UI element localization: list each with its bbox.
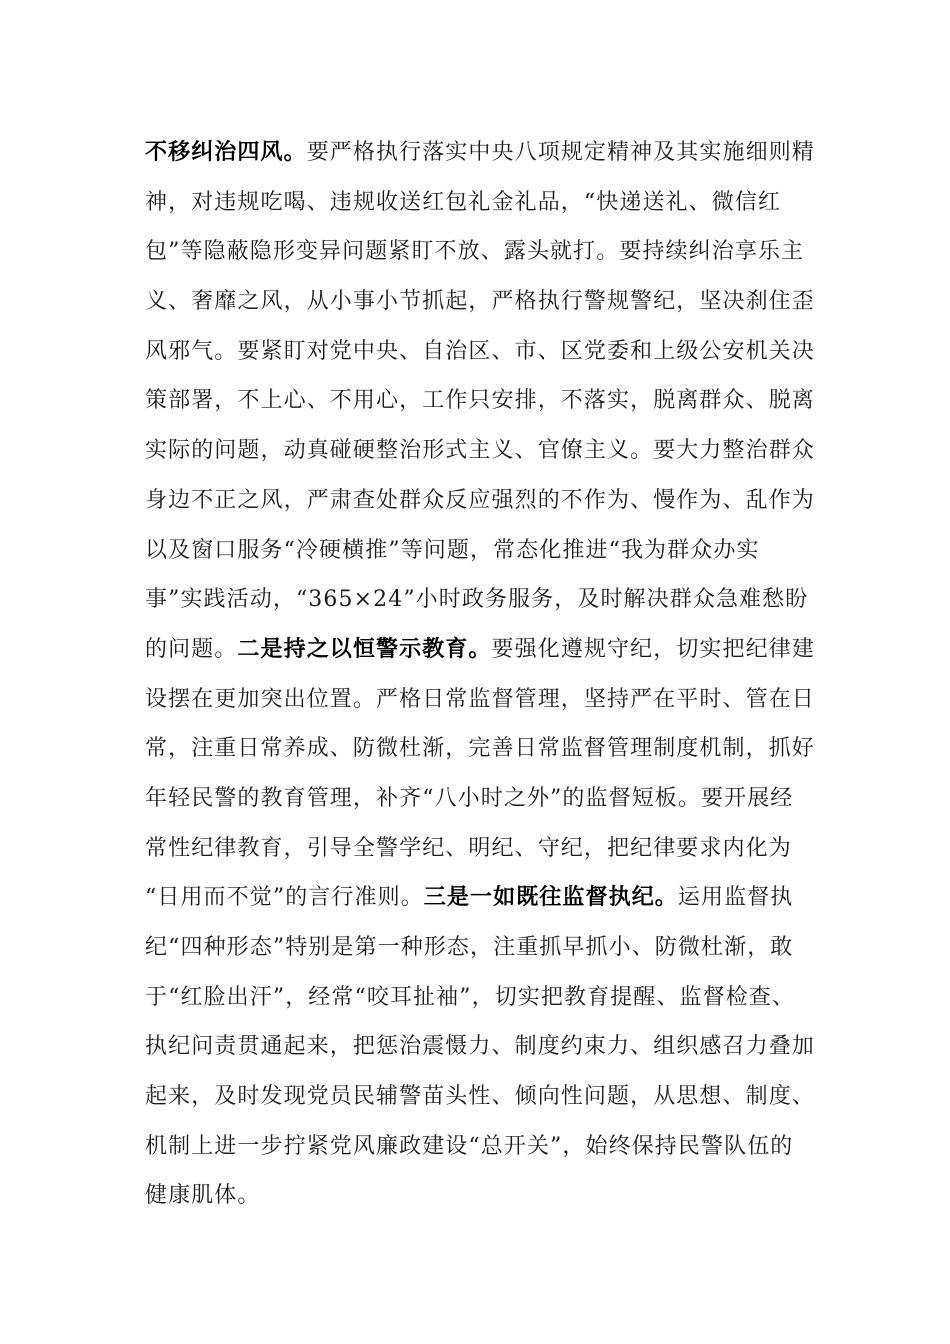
text-line bbox=[145, 824, 825, 874]
text-line bbox=[145, 426, 825, 476]
body-paragraph bbox=[145, 128, 825, 1221]
text-line bbox=[145, 178, 825, 228]
body-text: “日用而不觉”的言行准则。 bbox=[145, 885, 424, 911]
body-text: 健康肌体。 bbox=[145, 1183, 261, 1209]
bold-heading-text: 三是一如既往监督执纪。 bbox=[423, 885, 678, 911]
text-line bbox=[145, 774, 825, 824]
body-text: 要严格执行落实中央八项规定精神及其实施细则精 bbox=[306, 140, 815, 165]
text-line bbox=[145, 1072, 825, 1122]
body-text: 设摆在更加突出位置。严格日常监督管理，坚持严在平时、管在日 bbox=[145, 686, 815, 712]
body-text: 要强化遵规守纪，切实把纪律建 bbox=[491, 636, 815, 662]
text-line bbox=[145, 724, 825, 774]
body-text: 神，对违规吃喝、违规收送红包礼金礼品，“快递送礼、微信红 bbox=[145, 189, 782, 215]
text-line bbox=[145, 675, 825, 725]
body-text: 执纪问责贯通起来，把惩治震慑力、制度约束力、组织感召力叠加 bbox=[145, 1034, 815, 1060]
text-line bbox=[145, 625, 825, 675]
body-text: 机制上进一步拧紧党风廉政建设“总开关”，始终保持民警队伍的 bbox=[145, 1133, 794, 1159]
body-text: 包”等隐蔽隐形变异问题紧盯不放、露头就打。要持续纠治享乐主 bbox=[145, 239, 805, 265]
text-line bbox=[145, 973, 825, 1023]
bold-heading-text: 不移纠治四风。 bbox=[145, 140, 307, 165]
text-line bbox=[145, 128, 825, 178]
body-text: 义、奢靡之风，从小事小节抓起，严格执行警规警纪，坚决刹住歪 bbox=[145, 289, 815, 315]
body-text: 常性纪律教育，引导全警学纪、明纪、守纪，把纪律要求内化为 bbox=[145, 835, 792, 861]
text-line bbox=[145, 327, 825, 377]
body-text: 身边不正之风，严肃查处群众反应强烈的不作为、慢作为、乱作为 bbox=[145, 487, 815, 513]
text-line bbox=[145, 376, 825, 426]
body-text: 实际的问题，动真碰硬整治形式主义、官僚主义。要大力整治群众 bbox=[145, 438, 815, 464]
body-text: 风邪气。要紧盯对党中央、自治区、市、区党委和上级公安机关决 bbox=[145, 338, 815, 364]
body-text: 年轻民警的教育管理，补齐“八小时之外”的监督短板。要开展经 bbox=[145, 785, 794, 811]
text-line bbox=[145, 923, 825, 973]
text-line bbox=[145, 1171, 825, 1221]
text-line bbox=[145, 1022, 825, 1072]
body-text: 起来，及时发现党员民辅警苗头性、倾向性问题，从思想、制度、 bbox=[145, 1084, 815, 1110]
text-line bbox=[145, 1122, 825, 1172]
text-line bbox=[145, 476, 825, 526]
body-text: 事”实践活动，“365×24”小时政务服务，及时解决群众急难愁盼 bbox=[145, 587, 809, 613]
body-text: 的问题。 bbox=[145, 636, 238, 662]
body-text: 常，注重日常养成、防微杜渐，完善日常监督管理制度机制，抓好 bbox=[145, 736, 815, 762]
body-text: 策部署，不上心、不用心，工作只安排，不落实，脱离群众、脱离 bbox=[145, 388, 815, 414]
text-line bbox=[145, 526, 825, 576]
body-text: 纪“四种形态”特别是第一种形态，注重抓早抓小、防微杜渐，敢 bbox=[145, 935, 794, 960]
text-line bbox=[145, 277, 825, 327]
bold-heading-text: 二是持之以恒警示教育。 bbox=[237, 636, 492, 662]
body-text: 于“红脸出汗”，经常“咬耳扯袖”，切实把教育提醒、监督检查、 bbox=[145, 984, 795, 1010]
body-text: 运用监督执 bbox=[677, 885, 794, 911]
text-line bbox=[145, 227, 825, 277]
text-line bbox=[145, 873, 825, 923]
text-line bbox=[145, 575, 825, 625]
body-text: 以及窗口服务“冷硬横推”等问题，常态化推进“我为群众办实 bbox=[145, 537, 760, 563]
